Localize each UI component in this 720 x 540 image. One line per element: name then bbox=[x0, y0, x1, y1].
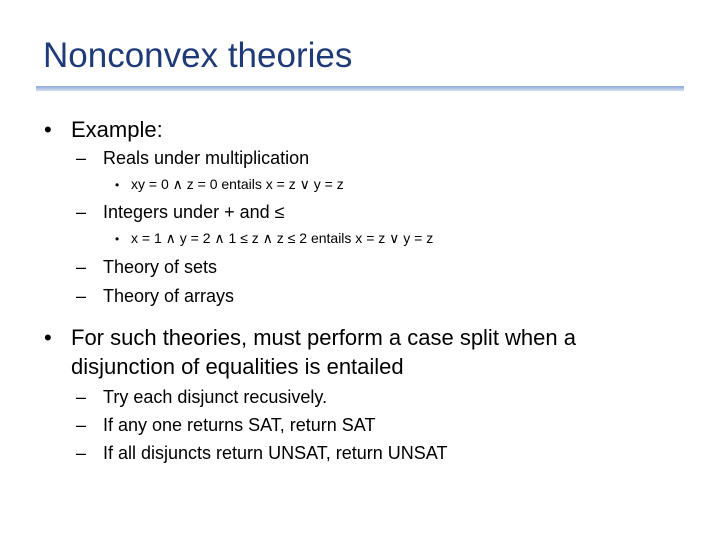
slide-title: Nonconvex theories bbox=[43, 36, 353, 75]
sub-sub-bullet-marker: • bbox=[115, 232, 120, 246]
sub-bullet-marker: – bbox=[76, 286, 87, 306]
bullet-marker: • bbox=[44, 117, 52, 142]
sub-bullet-any-sat: If any one returns SAT, return SAT bbox=[103, 415, 376, 435]
sub-bullet-arrays: Theory of arrays bbox=[103, 286, 235, 306]
bullet-example: Example: bbox=[71, 117, 163, 142]
sub-sub-bullet-integers-example: x = 1 ∧ y = 2 ∧ 1 ≤ z ∧ z ≤ 2 entails x = z ∨ y = z bbox=[131, 230, 434, 246]
sub-sub-bullet-marker: • bbox=[115, 178, 120, 192]
sub-bullet-marker: – bbox=[76, 443, 87, 463]
sub-bullet-all-unsat: If all disjuncts return UNSAT, return UNSAT bbox=[103, 443, 448, 463]
sub-bullet-reals: Reals under multiplication bbox=[103, 148, 310, 168]
sub-bullet-sets: Theory of sets bbox=[103, 257, 218, 277]
sub-bullet-try-disjunct: Try each disjunct recusively. bbox=[103, 387, 328, 407]
sub-bullet-marker: – bbox=[76, 148, 87, 168]
sub-bullet-marker: – bbox=[76, 387, 87, 407]
title-underline bbox=[36, 86, 684, 91]
bullet-case-split-line-1: For such theories, must perform a case split when a bbox=[71, 325, 576, 350]
sub-sub-bullet-reals-example: xy = 0 ∧ z = 0 entails x = z ∨ y = z bbox=[131, 176, 344, 192]
bullet-case-split-line-2: disjunction of equalities is entailed bbox=[71, 354, 404, 379]
sub-bullet-marker: – bbox=[76, 415, 87, 435]
sub-bullet-integers: Integers under + and ≤ bbox=[103, 202, 285, 222]
sub-bullet-marker: – bbox=[76, 202, 87, 222]
sub-bullet-marker: – bbox=[76, 257, 87, 277]
bullet-marker: • bbox=[44, 325, 52, 350]
